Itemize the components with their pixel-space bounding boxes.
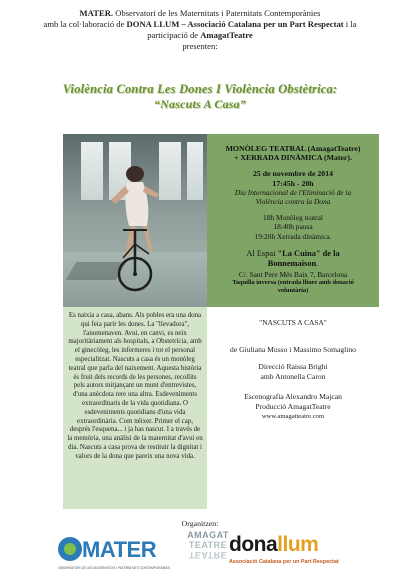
event-ticket-line1: Taquilla inversa (entrada lliure amb donació	[232, 279, 354, 287]
mater-logo-mark	[56, 533, 176, 573]
synopsis-text: Es naixia a casa, abans. Als pobles era una dona qui feia parir les dones. La "llevadora", l'anomenaven. Avui, en canvi, es neix majoritàriament als hospitals, a Obstetrícia, amb el ginecòleg, les infermeres i tot el personal especialitzat. Nascuts a casa és un monòleg teatral que parla del naixement. Aquesta història és fruit dels records de les persones, recollits pels autors mitjançant un munt d'entrevistes, d'una anècdota rere una altra. Esdeveniments extraordinaris de la vida quotidiana. O esdeveniments quotidians d'una vida extraordinària. Com néixer. Primer el cap, després l'esquena... i ja has nascut. I a través de la memòria, una anàlisi de la maternitat d'avui en dia. Nascuts a casa prova de restituir la dignitat i valors de la dona que pareix una nova vida.	[67, 312, 203, 460]
show-authors: de Giuliana Musso i Massimo Somaglino	[230, 344, 356, 354]
organizers-label: Organitzen:	[181, 519, 219, 528]
production: Producció AmagatTeatre	[255, 401, 331, 411]
event-ticket-line2: voluntària)	[277, 287, 309, 295]
header-org-mater: MATER.	[79, 8, 114, 18]
event-type-line2: + XERRADA DINÀMICA (Mater).	[234, 153, 352, 163]
event-day-line2: Violència contra la Dona	[255, 197, 331, 207]
amagat-logo-line2: TEATRE	[188, 540, 228, 550]
event-type-line1: MONÒLEG TEATRAL (AmagatTeatre)	[225, 144, 361, 153]
event-time: 17:45h - 20h	[272, 178, 314, 188]
header-line3-pre: participació de	[147, 30, 201, 40]
event-place-name2: Bonnemaison	[267, 259, 317, 269]
donallum-logo	[229, 533, 363, 573]
event-place-post: .	[316, 259, 319, 269]
event-info-box	[207, 134, 379, 307]
donallum-logo-llum: llum	[277, 533, 319, 556]
event-schedule-1: 18h Monòleg teatral	[263, 213, 323, 223]
amagat-logo-line1: AMAGAT	[187, 530, 229, 540]
event-address: C/. Sant Pere Més Baix 7, Barcelona	[238, 269, 348, 279]
performance-photo	[63, 134, 207, 307]
header-presenten: presenten:	[182, 41, 218, 51]
event-schedule-2: 18:40h pausa	[273, 222, 313, 232]
title-sub: “Nascuts A Casa”	[153, 97, 247, 111]
header-line2-pre: amb la col·laboració de	[43, 19, 127, 29]
credits	[207, 318, 379, 421]
mater-logo	[56, 533, 176, 573]
event-day-line1: Dia Internacional de l'Eliminació de la	[234, 187, 352, 197]
event-place-pre: Al Espai	[246, 248, 278, 258]
director: Direcció Raissa Brighi	[258, 362, 328, 372]
event-schedule-3: 19:20h Xerrada dinàmica.	[254, 231, 332, 241]
synopsis-box	[63, 307, 207, 509]
event-place-name1: "La Cuina" de la	[277, 248, 340, 258]
mater-logo-text: MATER	[82, 537, 157, 562]
mater-logo-subtitle: OBSERVATORI DE LES MATERNITATS I PATERNITATS CONTEMPORÀNIES	[58, 566, 171, 570]
website-link[interactable]: www.amagatteatre.com	[261, 412, 325, 420]
show-title: "NASCUTS A CASA"	[259, 318, 327, 327]
performer: amb Antonella Caron	[260, 371, 326, 381]
amagat-logo	[186, 530, 230, 570]
header	[0, 8, 400, 52]
title-main: Violència Contra Les Dones I Violència Obstètrica:	[62, 82, 338, 96]
poster-title	[0, 82, 400, 112]
donallum-logo-dona: dona	[229, 533, 278, 556]
header-line2-post: i la	[343, 19, 357, 29]
amagat-logo-reflection: TEATRE	[188, 550, 228, 560]
cyclist-figure	[63, 134, 207, 307]
header-org-amagat: AmagatTeatre	[200, 30, 253, 40]
header-org-donallum: DONA LLUM – Associació Catalana per un Part Respectat	[126, 19, 344, 29]
donallum-logo-subtitle: Associació Catalana per un Part Respectat	[229, 559, 339, 565]
header-line1: Observatori de les Maternitats i Paternitats Contemporànies	[113, 8, 321, 18]
set-design: Escenografia Alexandro Majcan	[244, 392, 342, 402]
event-date: 25 de novembre de 2014	[253, 169, 333, 179]
